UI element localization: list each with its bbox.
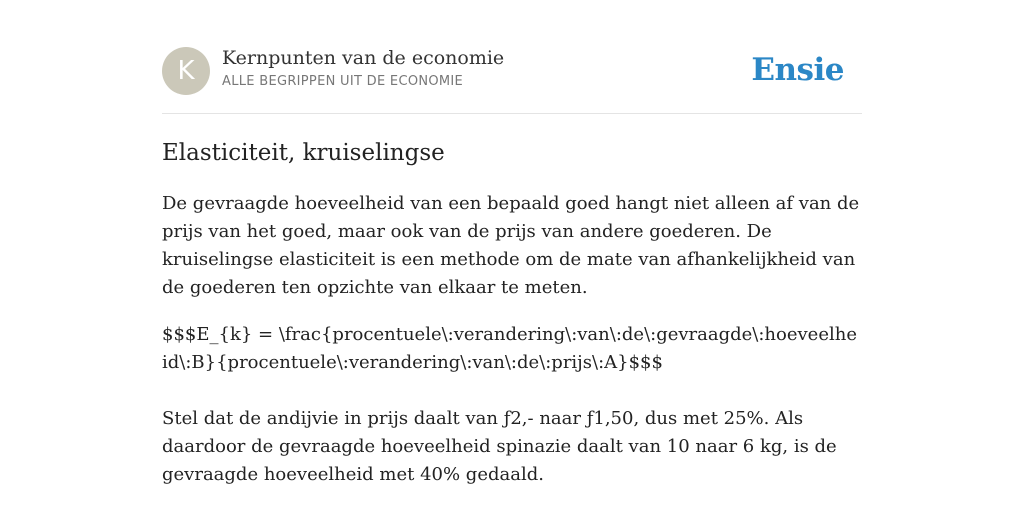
header-divider xyxy=(162,113,862,114)
paragraph-intro: De gevraagde hoeveelheid van een bepaald goed hangt niet alleen af van de prijs van het goed, maar ook van de prijs van andere goederen. De kruiselingse elasticiteit is een methode om de mate van afhankelijkheid van de goederen ten opzichte van elkaar te meten. xyxy=(162,193,860,298)
header-subtitle: ALLE BEGRIPPEN UIT DE ECONOMIE xyxy=(222,74,464,89)
avatar[interactable]: K xyxy=(162,47,210,95)
formula-text: $$$E_{k} = \frac{procentuele\:verandering\:van\:de\:gevraagde\:hoeveelheid\:B}{procentuele\:verandering\:van\:de\:prijs\:A}$$$ xyxy=(162,324,857,373)
brand-logo[interactable]: Ensie xyxy=(751,52,844,88)
header-title[interactable]: Kernpunten van de economie xyxy=(222,47,505,69)
article-title: Elasticiteit, kruiselingse xyxy=(162,140,445,166)
header xyxy=(162,46,862,96)
paragraph-example: Stel dat de andijvie in prijs daalt van ƒ2,- naar ƒ1,50, dus met 25%. Als daardoor de gevraagde hoeveelheid spinazie daalt van 10 naar 6 kg, is de gevraagde hoeveelheid met 40% gedaald. xyxy=(162,408,837,485)
